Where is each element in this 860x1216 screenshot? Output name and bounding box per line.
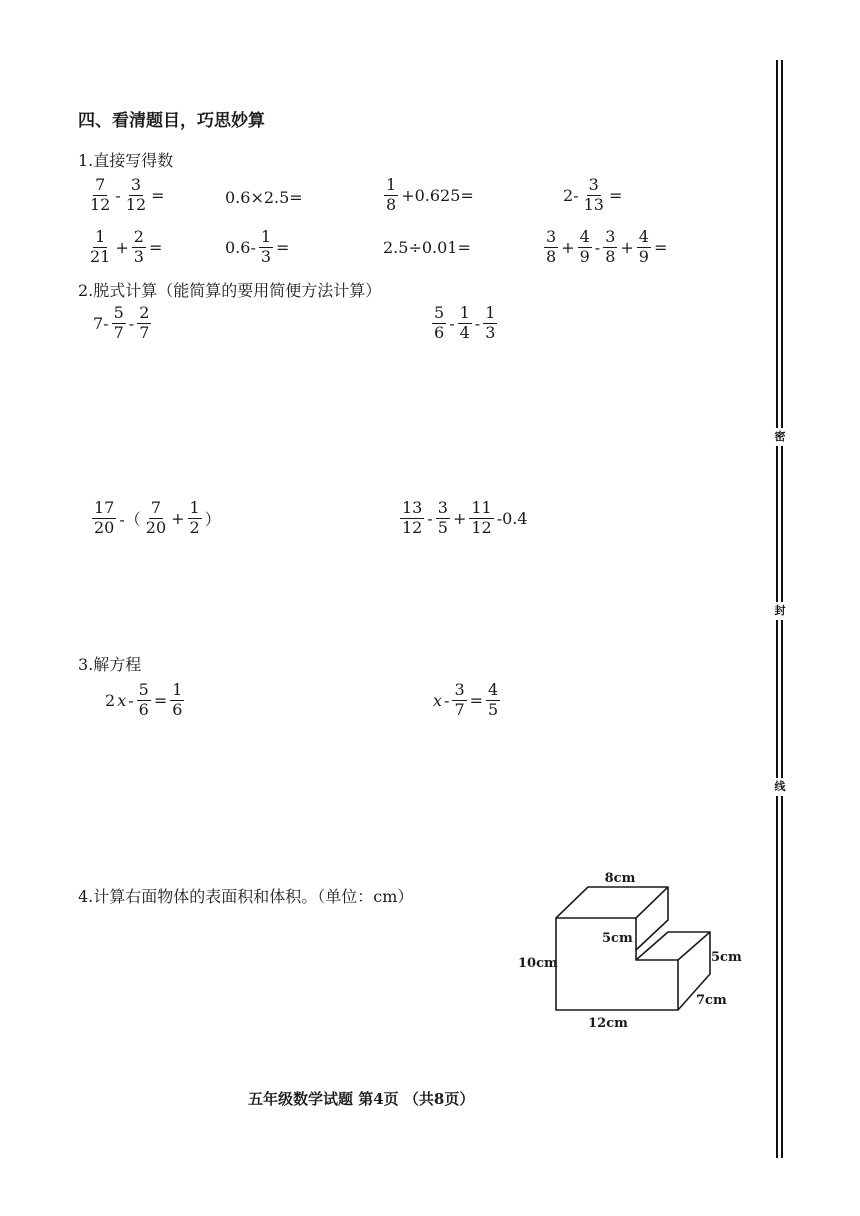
q3-item-1 [104, 682, 186, 719]
operator-text: + [171, 508, 185, 528]
q2-item-1 [92, 305, 153, 342]
numerator: 11 [471, 498, 492, 517]
fraction [384, 177, 398, 214]
section-title: 四、看清题目，巧思妙算 [78, 111, 265, 131]
operator-text: - [128, 690, 134, 710]
numerator: 2 [139, 303, 150, 322]
denominator: 6 [172, 699, 183, 719]
operator-text: + [452, 508, 467, 528]
variable: x [117, 690, 127, 710]
q3-title: 3.解方程 [78, 655, 142, 674]
fraction [170, 682, 184, 719]
numerator: 3 [437, 498, 448, 517]
q1-item-1 [86, 177, 166, 214]
operator-text: = [608, 185, 623, 205]
label-right-height: 5cm [711, 950, 742, 965]
numerator: 4 [579, 227, 590, 246]
operator-text: + [115, 237, 129, 257]
operator-text: - [474, 313, 481, 333]
fraction [112, 305, 126, 342]
denominator: 5 [437, 517, 448, 537]
numerator: 2 [133, 227, 144, 246]
operator-text: - [449, 313, 455, 333]
denominator: 7 [113, 322, 124, 342]
operator-text: 2 [105, 690, 116, 710]
q2-item-3 [90, 500, 222, 537]
numerator: 3 [130, 175, 142, 194]
operator-text: 2- [563, 185, 579, 205]
numerator: 5 [138, 680, 149, 699]
label-top-width: 8cm [604, 871, 636, 886]
operator-text: - [128, 313, 135, 333]
fraction [486, 682, 500, 719]
numerator: 1 [95, 227, 106, 246]
operator-text: = [469, 690, 484, 710]
denominator: 20 [145, 517, 167, 537]
fraction [137, 682, 151, 719]
operator-text: = [153, 690, 168, 710]
fraction [92, 500, 116, 537]
lower-top-back-edge [636, 932, 710, 960]
denominator: 12 [90, 194, 111, 214]
q1-item-4 [562, 177, 623, 214]
numerator: 5 [434, 303, 445, 322]
label-total-height: 10cm [518, 956, 558, 971]
fraction [137, 305, 151, 342]
q2-item-4 [398, 500, 529, 537]
numerator: 3 [605, 227, 616, 246]
label-step-height: 5cm [602, 931, 633, 946]
denominator: 8 [546, 246, 557, 266]
numerator: 4 [638, 227, 649, 246]
q1-item-7 [382, 238, 472, 257]
fraction [469, 500, 493, 537]
fraction [400, 500, 424, 537]
seal-mark-feng: 封 [771, 602, 789, 620]
q2-title: 2.脱式计算（能简算的要用简便方法计算） [78, 281, 382, 300]
operator-text: - [115, 185, 121, 205]
numerator: 7 [95, 175, 106, 194]
fraction [637, 229, 651, 266]
numerator: 1 [189, 498, 200, 517]
denominator: 12 [471, 517, 492, 537]
fraction [432, 305, 446, 342]
fraction [582, 177, 606, 214]
denominator: 20 [94, 517, 115, 537]
fraction [436, 500, 450, 537]
block-outline [556, 887, 710, 1010]
operator-text: - [594, 237, 601, 257]
operator-text: 7- [93, 313, 109, 333]
fraction [88, 229, 112, 266]
numerator: 3 [546, 227, 557, 246]
operator-text: + [620, 237, 634, 257]
numerator: 1 [172, 680, 183, 699]
seal-mark-mi: 密 [771, 428, 789, 446]
operator-text: -（ [119, 509, 141, 529]
seal-mark-xian: 线 [771, 778, 789, 796]
operator-text: - [444, 690, 450, 710]
operator-text: + [561, 237, 575, 257]
denominator: 5 [488, 699, 499, 719]
numerator: 1 [260, 227, 272, 246]
operator-text: 0.6- [225, 237, 256, 257]
label-length: 12cm [588, 1016, 628, 1031]
fraction [603, 229, 617, 266]
fraction [124, 177, 148, 214]
denominator: 8 [386, 194, 397, 214]
numerator: 5 [113, 303, 124, 322]
denominator: 9 [579, 246, 590, 266]
numerator: 3 [454, 680, 465, 699]
numerator: 3 [588, 175, 599, 194]
denominator: 2 [189, 517, 200, 537]
q1-item-6 [224, 229, 290, 266]
fraction [578, 229, 592, 266]
denominator: 9 [638, 246, 649, 266]
numerator: 1 [485, 303, 496, 322]
step-block-figure [500, 862, 760, 1042]
numerator: 7 [150, 498, 162, 517]
operator-text: - [427, 508, 433, 528]
denominator: 7 [454, 699, 465, 719]
denominator: 12 [125, 194, 147, 214]
q4-title: 4.计算右面物体的表面积和体积。（单位：cm） [78, 887, 414, 906]
denominator: 3 [260, 246, 272, 266]
denominator: 3 [133, 246, 144, 266]
label-depth: 7cm [696, 993, 727, 1008]
variable: x [433, 690, 443, 710]
denominator: 7 [139, 322, 150, 342]
q1-item-3 [382, 177, 475, 214]
denominator: 4 [459, 322, 470, 342]
fraction [259, 229, 273, 266]
fraction [132, 229, 146, 266]
q1-item-8 [542, 229, 668, 266]
q1-item-2 [224, 188, 304, 207]
denominator: 8 [605, 246, 616, 266]
fraction [144, 500, 168, 537]
operator-text: -0.4 [496, 508, 528, 528]
page-footer: 五年级数学试题 第4页 （共8页） [248, 1090, 475, 1108]
denominator: 6 [138, 699, 149, 719]
operator-text: 2.5÷0.01= [383, 238, 471, 257]
q2-item-2 [430, 305, 499, 342]
numerator: 1 [459, 303, 470, 322]
fraction [483, 305, 497, 342]
fraction [188, 500, 202, 537]
operator-text: ） [204, 509, 221, 529]
denominator: 3 [485, 322, 496, 342]
denominator: 6 [434, 322, 445, 342]
operator-text: = [151, 185, 165, 205]
denominator: 21 [90, 246, 111, 266]
operator-text: = [653, 237, 668, 257]
numerator: 1 [386, 175, 397, 194]
fraction [88, 177, 112, 214]
operator-text: = [276, 237, 290, 257]
denominator: 13 [583, 194, 604, 214]
operator-text: +0.625= [401, 185, 474, 205]
numerator: 4 [488, 680, 499, 699]
fraction [544, 229, 558, 266]
numerator: 17 [94, 498, 115, 517]
denominator: 12 [402, 517, 423, 537]
operator-text: 0.6×2.5= [225, 188, 303, 207]
q3-item-2 [432, 682, 502, 719]
fraction [458, 305, 472, 342]
fraction [452, 682, 466, 719]
operator-text: = [148, 237, 163, 257]
q1-title: 1.直接写得数 [78, 151, 174, 170]
q1-item-5 [86, 229, 163, 266]
numerator: 13 [402, 498, 423, 517]
